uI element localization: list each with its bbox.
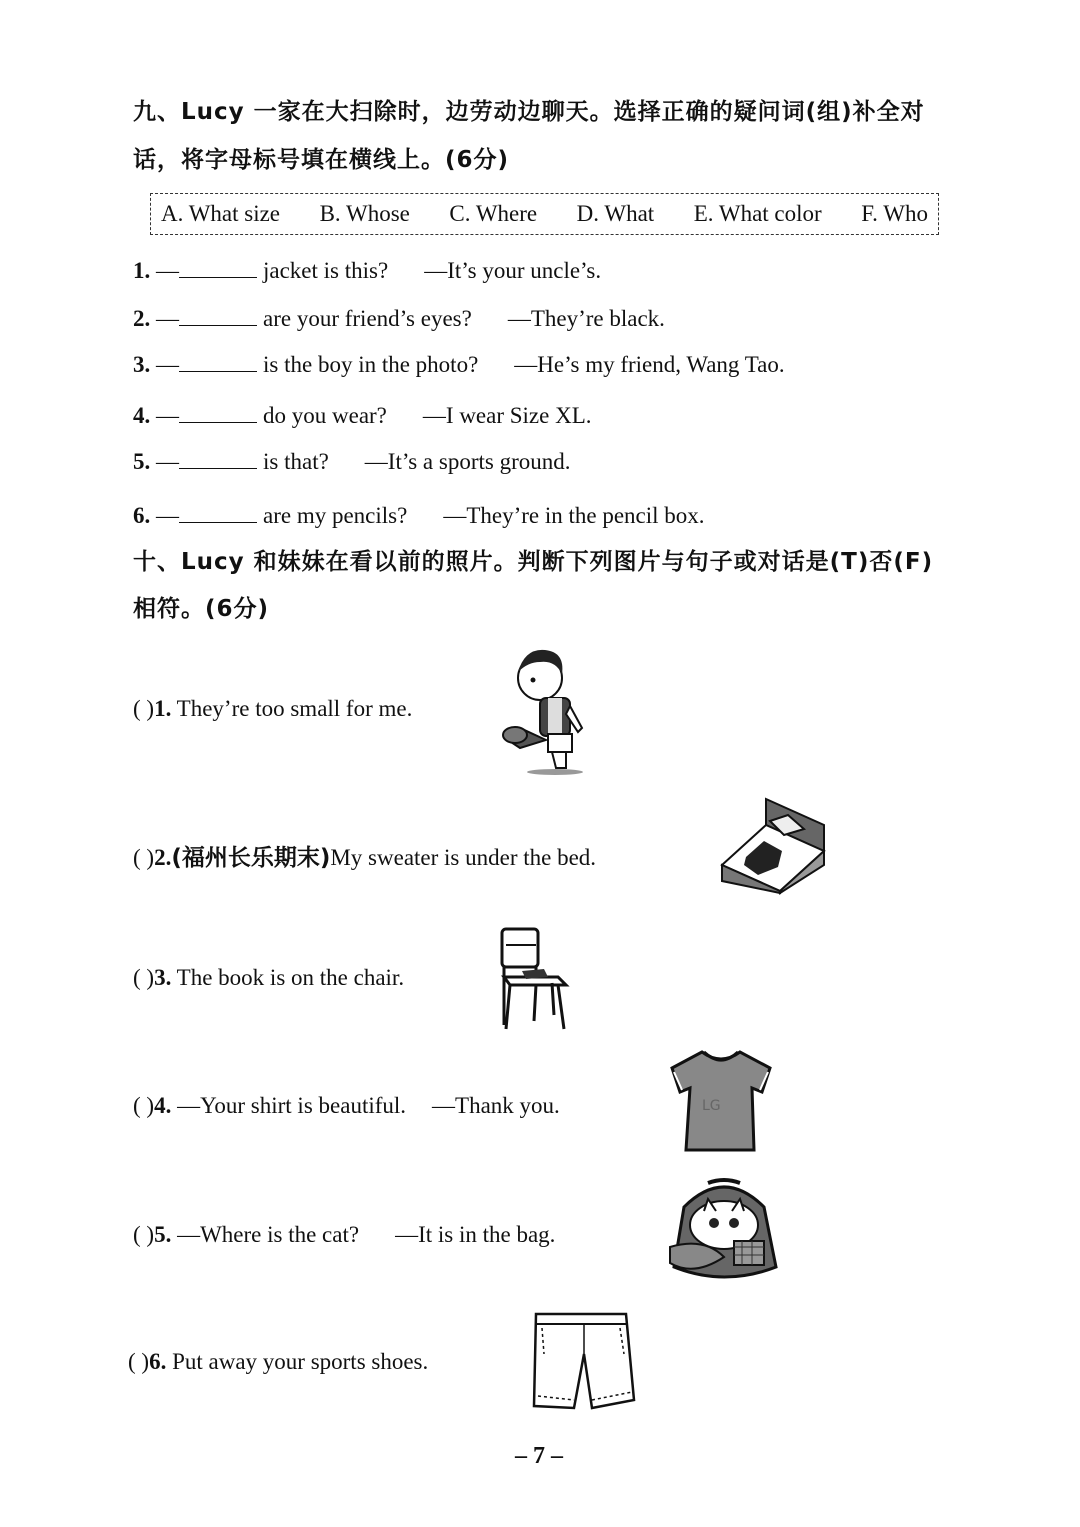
answer-parentheses[interactable]: ( ) [133,1222,155,1247]
answer-parentheses[interactable]: ( ) [133,1093,155,1118]
question-6: 6. — are my pencils? —They’re in the pencil box. [133,503,705,528]
answer-blank[interactable] [179,450,257,469]
option-d: D. What [576,201,655,226]
answer-parentheses[interactable]: ( ) [133,696,155,721]
bed-with-sweater-icon [718,795,828,895]
question-4: 4. — do you wear? —I wear Size XL. [133,403,592,428]
section-9-title-line2: 话，将字母标号填在横线上。(6分) [133,147,510,173]
option-b: B. Whose [319,201,410,226]
answer-blank[interactable] [179,353,257,372]
section-9-title-line1: 九、Lucy 一家在大扫除时，边劳动边聊天。选择正确的疑问词(组)补全对 [133,99,925,125]
shorts-icon [530,1308,640,1418]
item-1: ( )1. They’re too small for me. [133,696,413,721]
option-e: E. What color [693,201,822,226]
section-10-title-line1: 十、Lucy 和妹妹在看以前的照片。判断下列图片与句子或对话是(T)否(F) [133,549,934,575]
cat-in-bag-icon [664,1177,788,1285]
svg-text:LG: LG [702,1098,721,1114]
answer-blank[interactable] [179,504,257,523]
question-2: 2. — are your friend’s eyes? —They’re black. [133,306,665,331]
answer-blank[interactable] [179,259,257,278]
page-number: – 7 – [515,1443,563,1469]
item-2: ( )2.(福州长乐期末)My sweater is under the bed. [133,845,597,871]
section-10-title-line2: 相符。(6分) [133,596,270,622]
option-f: F. Who [861,201,928,226]
item-3: ( )3. The book is on the chair. [133,965,405,990]
option-a: A. What size [161,201,281,226]
answer-blank[interactable] [179,404,257,423]
item-6: ( )6. Put away your sports shoes. [128,1349,429,1374]
word-bank-box [150,193,939,235]
question-5: 5. — is that? —It’s a sports ground. [133,449,571,474]
boy-kicking-icon [500,640,595,775]
option-c: C. Where [449,201,538,226]
answer-parentheses[interactable]: ( ) [133,965,155,990]
t-shirt-icon [668,1046,774,1156]
answer-parentheses[interactable]: ( ) [128,1349,150,1374]
answer-parentheses[interactable]: ( ) [133,845,155,870]
question-1: 1. — jacket is this? —It’s your uncle’s. [133,258,602,283]
chair-with-book-icon [496,925,571,1033]
item-4: ( )4. —Your shirt is beautiful. —Thank you. [133,1093,560,1118]
item-5: ( )5. —Where is the cat? —It is in the bag. [133,1222,556,1247]
answer-blank[interactable] [179,307,257,326]
question-3: 3. — is the boy in the photo? —He’s my friend, Wang Tao. [133,352,785,377]
